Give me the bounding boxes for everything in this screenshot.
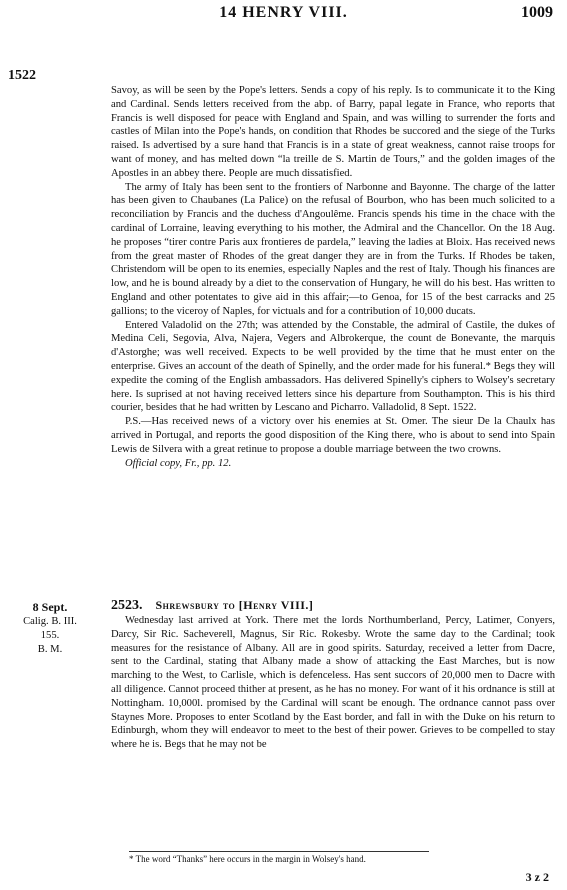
entry-body bbox=[111, 614, 555, 752]
footnote: * The word “Thanks” here occurs in the margin in Wolsey's hand. bbox=[129, 854, 366, 864]
entry-title: Shrewsbury to [Henry VIII.] bbox=[155, 598, 314, 612]
footnote-divider bbox=[129, 851, 429, 852]
paragraph: Savoy, as will be seen by the Pope's letters. Sends a copy of his reply. Is to communicate it to the King and Cardinal. Sends letters received from the abp. of Barry, papal legate in France, who reports that Francis is well disposed for peace with England and Spain, and was willing to surrender the forts and castles of Milan into the Pope's hands, on condition that Rhodes be succored and the siege of the Turks raised. Is advertised by a sure hand that Francis is in a state of great weakness, cannot raise troops for want of money, and has melted down “la treille de S. Martin de Tours,” and the golden images of the Apostles in an abbey there. People are much dissatisfied. bbox=[111, 85, 555, 179]
paragraph: Wednesday last arrived at York. There met the lords Northumberland, Percy, Latimer, Conyers, Darcy, Sir Ric. Sacheverell, Magnus, Sir Ric. Rokesby. Wrote the same day to the Cardinal; took measures for the resistance of Albany. All are in good spirits. Saturday, received a letter from Dacre, sent to the Cardinal, stating that Albany made a show of attacking the East Marches, but is now marching to the West, to Carlisle, which is defenceless. Has sent succors of 20,000 men to Dacre with all diligence. Cannot proceed thither at present, as he has no money. For want of it his ordnance is still at Nottingham. 10,000l. promised by the Cardinal will scant be enough. The ordnance cannot pass over Staynes More. Proposes to enter Scotland by the East border, and fall in with the Duke on his return to Edinburgh, whom they will endeavor to meet to the best of their power. Grieves to be compelled to stay where he is. Begs that he may not be bbox=[111, 615, 555, 751]
entry-heading bbox=[111, 598, 555, 614]
entry-number: 2523. bbox=[111, 598, 143, 613]
source-citation: Official copy, Fr., pp. 12. bbox=[125, 457, 232, 469]
paragraph: Entered Valadolid on the 27th; was attended by the Constable, the admiral of Castile, the dukes of Medina Celi, Segovia, Alva, Najera, Vegers and Albrokerque, the count de Bonevante, the marquis d'Astorghe; was well received. Expects to be well provided by the time that he must enter on the enterprise. Gives an account of the death of Spinelly, and the order made for his funeral.* Begs they will expedite the coming of the English ambassadors. Has delivered Spinelly's ciphers to Wolsey's secretary here. Is suprised at not having received letters since his departure from Southampton. This is his third courier, besides that he had written by Lescano and Picharro. Valladolid, 8 Sept. 1522. bbox=[111, 319, 555, 414]
paragraph: The army of Italy has been sent to the frontiers of Narbonne and Bayonne. The charge of the latter has been given to Chaubanes (La Palice) on the refusal of Bourbon, who has been much solicited to a reconciliation by Francis and the duchess d'Angoulême. Francis spends his time in the chace with the cardinal of Lorraine, leaving everything to his mother, the Admiral and the Chancellor. On the 18 Aug. he proposes “tirer contre Paris aux frontieres de pardela,” leaving the ladies at Bloix. Has received news from the great master of Rhodes of the great danger they are in from the Turks. If Rhodes be taken, Christendom will be open to its enemies, especially Naples and the rest of Italy. Though his finances are low, and he is bound already by a diet to the conservation of Hungary, he will do his best. Has written to England and other potentates to give aid in this affair;—to Genoa, for 15 of the best carracks and 25 gallions; to the viceroy of Naples, for victuals and for a contribution of 10,000 ducats. bbox=[111, 181, 555, 317]
repository-abbreviation: B. M. bbox=[37, 644, 63, 655]
margin-year: 1522 bbox=[8, 68, 36, 83]
manuscript-reference: Calig. B. III. bbox=[23, 616, 77, 627]
margin-notes bbox=[4, 600, 96, 657]
manuscript-folio: 155. bbox=[40, 630, 60, 641]
printer-signature: 3 z 2 bbox=[525, 870, 549, 884]
entry-date: 8 Sept. bbox=[32, 600, 68, 614]
paragraph: P.S.—Has received news of a victory over his enemies at St. Omer. The sieur De la Chaulx has arrived in Portugal, and reports the good disposition of the King there, who is about to send into Spain Lewis de Silvera with a great retinue to propose a double marriage between the two crowns. bbox=[111, 416, 555, 455]
letter-body bbox=[111, 84, 555, 470]
page-number: 1009 bbox=[521, 4, 553, 21]
page-header-title: 14 HENRY VIII. bbox=[219, 4, 348, 21]
